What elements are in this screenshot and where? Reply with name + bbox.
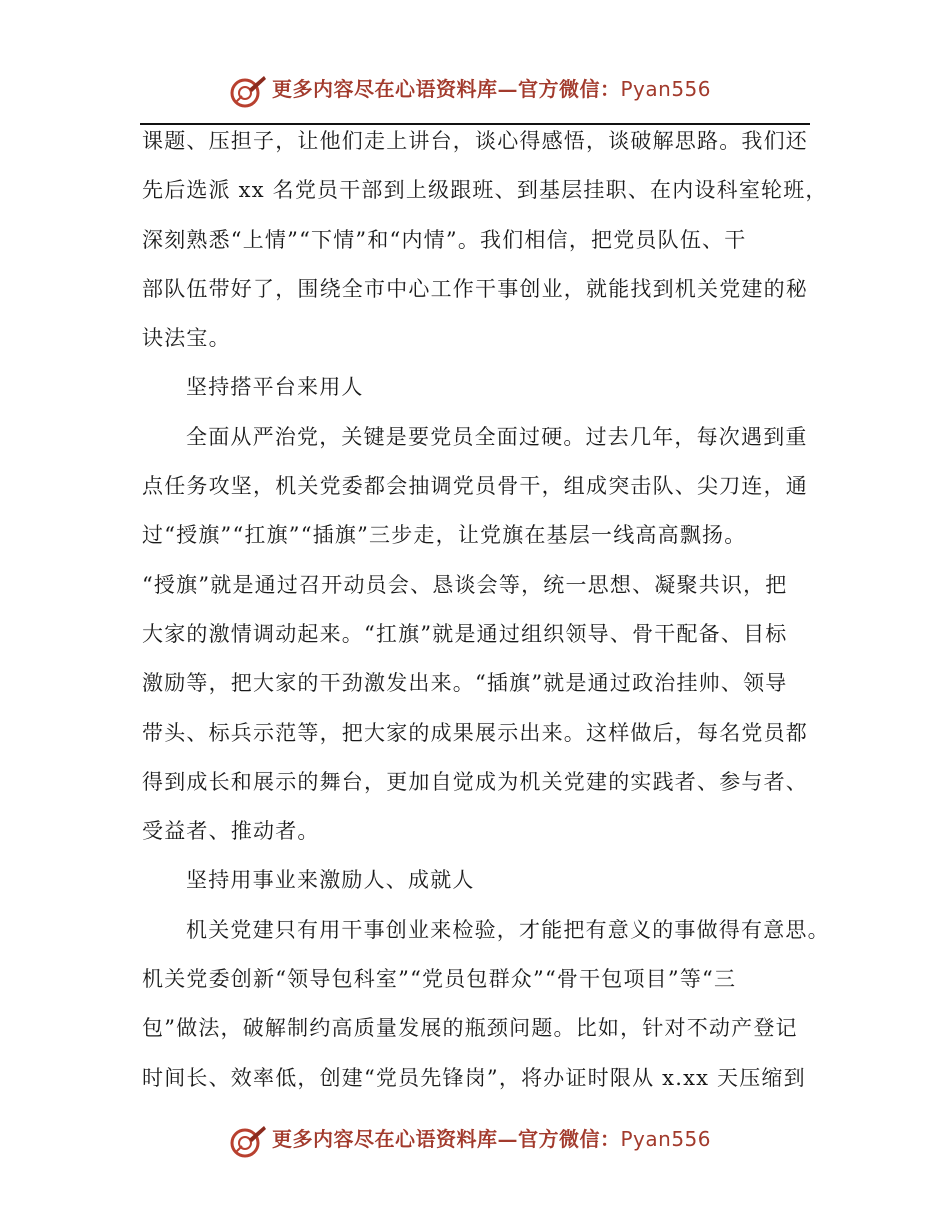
header-wechat-id: Pyan556 (620, 77, 712, 101)
text-line: 深刻熟悉“上情”“下情”和“内情”。我们相信，把党员队伍、干 (142, 227, 747, 252)
text-line: “授旗”就是通过召开动员会、恳谈会等，统一思想、凝聚共识，把 (142, 572, 788, 597)
footer-wechat-id: Pyan556 (620, 1127, 712, 1151)
section-heading: 坚持搭平台来用人 (186, 375, 364, 400)
header-banner (0, 66, 950, 116)
document-body (142, 121, 830, 1107)
text-line: 包”做法，破解制约高质量发展的瓶颈问题。比如，针对不动产登记 (142, 1016, 798, 1041)
text-line: 部队伍带好了，围绕全市中心工作干事创业，就能找到机关党建的秘 (142, 276, 808, 301)
text-line: 受益者、推动者。 (142, 819, 320, 844)
text-line: 带头、标兵示范等，把大家的成果展示出来。这样做后，每名党员都 (142, 720, 808, 745)
pen-logo-icon (228, 72, 268, 112)
text-line: 先后选派 xx 名党员干部到上级跟班、到基层挂职、在内设科室轮班， (142, 178, 828, 203)
text-line: 得到成长和展示的舞台，更加自觉成为机关党建的实践者、参与者、 (142, 769, 808, 794)
text-line: 课题、压担子，让他们走上讲台，谈心得感悟，谈破解思路。我们还 (142, 129, 808, 153)
text-line: 诀法宝。 (142, 326, 231, 351)
text-line: 点任务攻坚，机关党委都会抽调党员骨干，组成突击队、尖刀连，通 (142, 474, 808, 499)
text-line: 全面从严治党，关键是要党员全面过硬。过去几年，每次遇到重 (186, 424, 808, 449)
section-heading: 坚持用事业来激励人、成就人 (186, 868, 475, 893)
text-line: 机关党委创新“领导包科室”“党员包群众”“骨干包项目”等“三 (142, 967, 737, 992)
footer-banner (0, 1116, 950, 1166)
text-line: 时间长、效率低，创建“党员先锋岗”，将办证时限从 x.xx 天压缩到 (142, 1065, 806, 1090)
pen-logo-icon (228, 1122, 268, 1162)
text-line: 激励等，把大家的干劲激发出来。“插旗”就是通过政治挂帅、领导 (142, 671, 788, 696)
text-line: 大家的激情调动起来。“扛旗”就是通过组织领导、骨干配备、目标 (142, 621, 788, 646)
text-line: 过“授旗”“扛旗”“插旗”三步走，让党旗在基层一线高高飘扬。 (142, 523, 747, 548)
footer-banner-text: 更多内容尽在心语资料库—官方微信：Pyan556 (272, 1127, 712, 1151)
text-line: 机关党建只有用干事创业来检验，才能把有意义的事做得有意思。 (186, 917, 830, 942)
header-banner-text: 更多内容尽在心语资料库—官方微信：Pyan556 (272, 77, 712, 101)
